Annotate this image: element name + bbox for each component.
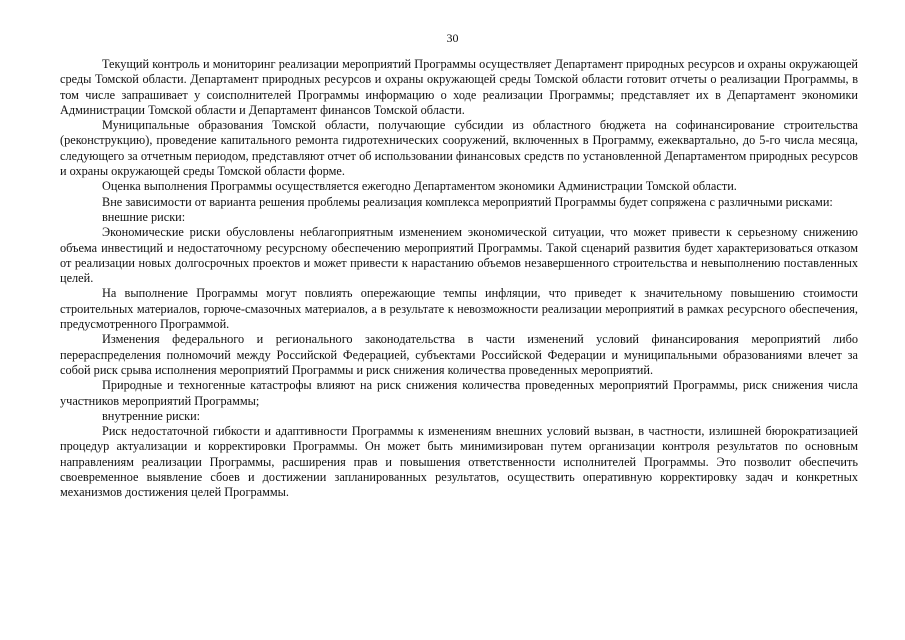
heading-external-risks: внешние риски: bbox=[102, 209, 186, 224]
paragraph-inflation-risks: На выполнение Программы могут повлиять опережающие темпы инфляции, что приведет к значительному повышению стоимости строительных материалов, горюче-смазочных материалов, а в результате к невозможности реализации мероприятий в рамках ресурсного обеспечения, предусмотренного Программой. bbox=[60, 286, 858, 332]
heading-internal-risks: внутренние риски: bbox=[102, 408, 201, 423]
paragraph-evaluation: Оценка выполнения Программы осуществляется ежегодно Департаментом экономики Администрации Томской области. bbox=[102, 179, 737, 194]
paragraph-legislation-risks: Изменения федерального и регионального законодательства в части изменений условий финансирования мероприятий либо перераспределения полномочий между Российской Федерацией, субъектами Российской Федерации и муниципальными образованиями влечет за собой риск срыва исполнения мероприятий Программы и риск снижения количества проведенных мероприятий. bbox=[60, 332, 858, 377]
paragraph-risks-intro: Вне зависимости от варианта решения проблемы реализация комплекса мероприятий Программы будет сопряжена с различными рисками: bbox=[102, 194, 833, 209]
paragraph-flexibility-risks: Риск недостаточной гибкости и адаптивности Программы к изменениям внешних условий вызван, в частности, излишней бюрократизацией процедур актуализации и корректировки Программы. Он может быть минимизирован путем организации контроля результатов по основным направлениям реализации Программы, расширения прав и повышения ответственности исполнителей Программы. Это позволит обеспечить своевременное выявление сбоев и достижении запланированных результатов, осуществить оперативную корректировку задач и конкретных механизмов достижения целей Программы. bbox=[60, 424, 858, 500]
paragraph-municipal-reports: Муниципальные образования Томской области, получающие субсидии из областного бюджета на софинансирование строительства (реконструкцию), проведение капитального ремонта гидротехнических сооружений, включенных в Программу, ежеквартально, до 5-го числа месяца, следующего за отчетным периодом, представляют отчет об использовании финансовых средств по установленной Департаментом природных ресурсов и охраны окружающей среды Томской области форме. bbox=[60, 118, 858, 179]
paragraph-monitoring: Текущий контроль и мониторинг реализации мероприятий Программы осуществляет Департамент природных ресурсов и охраны окружающей среды Томской области. Департамент природных ресурсов и охраны окружающей среды Томской области готовит отчеты о реализации Программы, в том числе запрашивает у соисполнителей Программы информацию о ходе реализации Программы; представляет их в Департамент экономики Администрации Томской области и Департамент финансов Томской области. bbox=[60, 57, 858, 117]
document-body bbox=[60, 57, 858, 501]
paragraph-economic-risks: Экономические риски обусловлены неблагоприятным изменением экономической ситуации, что может привести к серьезному снижению объема инвестиций и недостаточному ресурсному обеспечению мероприятий Программы. Такой сценарий развития будет характеризоваться отказом от реализации новых долгосрочных проектов и может привести к нарастанию объемов незавершенного строительства и невыполнению поставленных целей. bbox=[60, 225, 858, 286]
page-number: 30 bbox=[446, 31, 459, 45]
paragraph-disaster-risks: Природные и техногенные катастрофы влияют на риск снижения количества проведенных мероприятий Программы, риск снижения числа участников мероприятий Программы; bbox=[60, 378, 858, 408]
